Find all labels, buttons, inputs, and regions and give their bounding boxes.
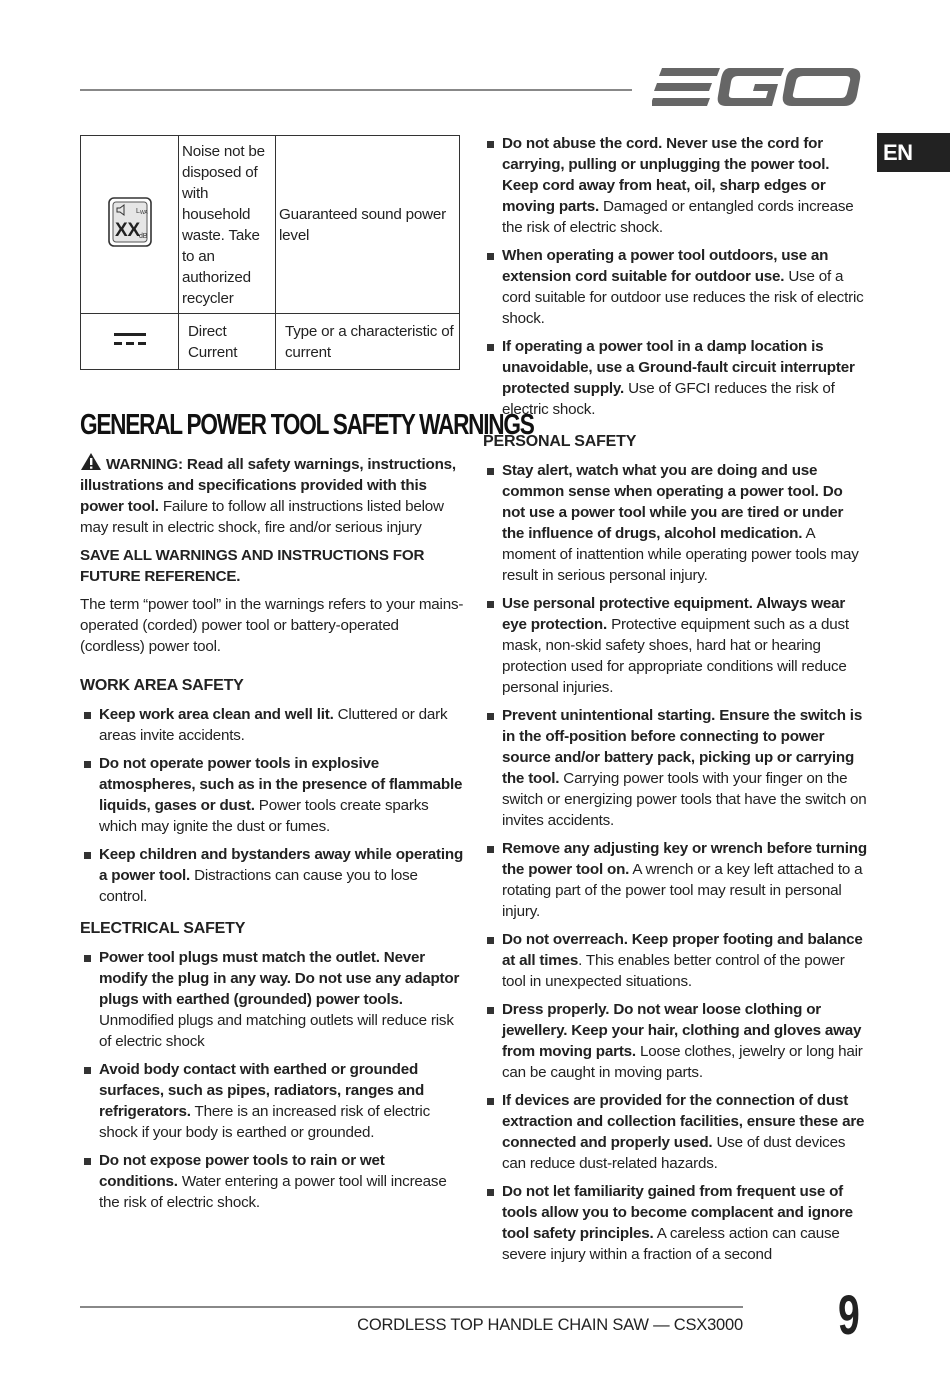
section-heading-electrical: ELECTRICAL SAFETY [80,920,246,937]
symbol-meaning: Direct Current [179,314,276,370]
list-item: Dress properly. Do not wear loose clothing or jewellery. Keep your hair, clothing and gloves away from moving parts. Loose clothes, jewelry or long hair can be caught in moving parts. [483,999,868,1083]
footer-rule [80,1306,743,1308]
table-row [81,314,460,370]
list-item: Remove any adjusting key or wrench before turning the power tool on. A wrench or a key left attached to a rotating part of the power tool may result in personal injury. [483,838,868,922]
list-item: If devices are provided for the connection of dust extraction and collection facilities, ensure these are connected and properly used. Use of dust devices can reduce dust-related hazards. [483,1090,868,1174]
personal-safety-list [483,460,868,1265]
header-rule [80,89,632,91]
symbol-explanation: Type or a characteristic of current [276,314,460,370]
svg-text:L: L [135,207,140,215]
list-item: Do not overreach. Keep proper footing and balance at all times. This enables better control of the power tool in unexpected situations. [483,929,868,992]
list-item: Keep work area clean and well lit. Cluttered or dark areas invite accidents. [80,704,465,746]
symbol-meaning: Noise not be disposed of with household waste. Take to an authorized recycler [179,136,276,314]
list-item: Do not operate power tools in explosive atmospheres, such as in the presence of flammable liquids, gases or dust. Power tools create sparks which may ignite the dust or fumes. [80,753,465,837]
list-item: Avoid body contact with earthed or grounded surfaces, such as pipes, radiators, ranges and refrigerators. There is an increased risk of electric shock if your body is earthed or grounded. [80,1059,465,1143]
sound-power-label-icon [107,196,153,248]
list-item: If operating a power tool in a damp location is unavoidable, use a Ground-fault circuit interrupter protected supply. Use of GFCI reduces the risk of electric shock. [483,336,868,420]
direct-current-icon [112,329,148,349]
section-heading-work-area: WORK AREA SAFETY [80,677,244,694]
list-item: Do not abuse the cord. Never use the cord for carrying, pulling or unplugging the power tool. Keep cord away from heat, oil, sharp edges or moving parts. Damaged or entangled cords increase the risk of electric shock. [483,133,868,238]
symbol-table [80,135,460,370]
language-tab: EN [877,133,950,172]
electrical-list [80,947,465,1213]
term-note: The term “power tool” in the warnings refers to your mains-operated (corded) power tool or battery-operated (cordless) power tool. [80,596,464,655]
warning-paragraph: WARNING: Read all safety warnings, instructions, illustrations and specifications provided with this power tool. Failure to follow all instructions listed below may result in electric shock, fire and/or serious injury [80,452,465,538]
list-item: Keep children and bystanders away while operating a power tool. Distractions can cause you to lose control. [80,844,465,907]
symbol-cell [81,136,179,314]
list-item: Stay alert, watch what you are doing and use common sense when operating a power tool. Do not use a power tool while you are tired or under the influence of drugs, alcohol medication. A moment of inattention while operating power tools may result in serious personal injury. [483,460,868,586]
list-item: Do not expose power tools to rain or wet conditions. Water entering a power tool will increase the risk of electric shock. [80,1150,465,1213]
left-column [80,135,534,1220]
warning-label: WARNING: [106,456,183,473]
list-item: When operating a power tool outdoors, use an extension cord suitable for outdoor use. Use of a cord suitable for outdoor use reduces the risk of electric shock. [483,245,868,329]
symbol-cell [81,314,179,370]
right-column [483,133,868,1272]
svg-text:WA: WA [139,209,147,216]
list-item: Use personal protective equipment. Always wear eye protection. Protective equipment such as a dust mask, non-skid safety shoes, hard hat or hearing protection used for appropriate conditions will reduce personal injuries. [483,593,868,698]
page-number: 9 [838,1283,860,1346]
list-item: Power tool plugs must match the outlet. Never modify the plug in any way. Do not use any adaptor plugs with earthed (grounded) power tools. Unmodified plugs and matching outlets will reduce risk of electric shock [80,947,465,1052]
electrical-list-continued [483,133,868,420]
section-heading-personal: PERSONAL SAFETY [483,433,637,450]
svg-text:dB: dB [138,232,147,240]
ego-logo [652,62,862,112]
warning-triangle-icon [80,452,102,471]
page-title: GENERAL POWER TOOL SAFETY WARNINGS [80,409,534,441]
save-notice: SAVE ALL WARNINGS AND INSTRUCTIONS FOR FUTURE REFERENCE. [80,547,425,585]
work-area-list [80,704,465,907]
list-item: Prevent unintentional starting. Ensure the switch is in the off-position before connecting to power source and/or battery pack, picking up or carrying the tool. Carrying power tools with your finger on the switch or energizing power tools that have the switch on invites accidents. [483,705,868,831]
svg-text:XX: XX [114,219,140,241]
footer-title: CORDLESS TOP HANDLE CHAIN SAW — CSX3000 [357,1316,743,1334]
table-row [81,136,460,314]
symbol-explanation: Guaranteed sound power level [276,136,460,314]
list-item: Do not let familiarity gained from frequent use of tools allow you to become complacent and ignore tool safety principles. A careless action can cause severe injury within a fraction of a second [483,1181,868,1265]
